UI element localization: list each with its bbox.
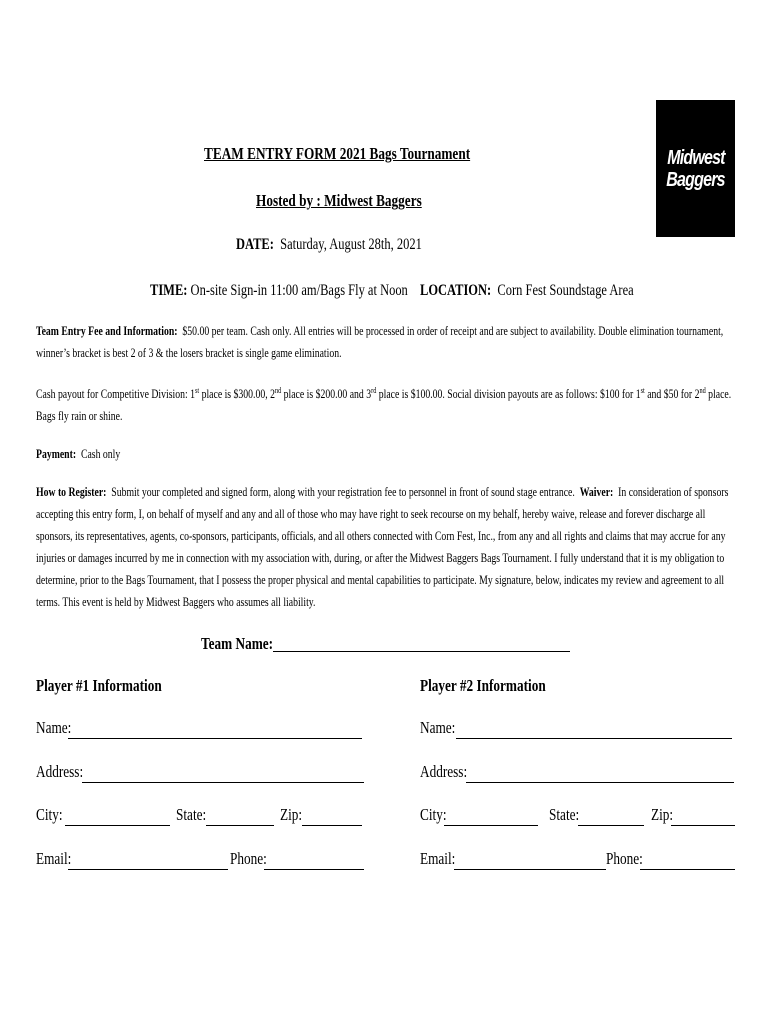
payout-text: and $50 for 2 <box>644 387 700 401</box>
time-line <box>150 282 408 300</box>
player2-address-label: Address: <box>420 762 468 781</box>
date-line <box>236 236 422 254</box>
player2-name-label: Name: <box>420 718 456 737</box>
player1-city-label: City: <box>36 805 63 824</box>
waiver-line: determine, prior to the Bags Tournament, that I possess the proper physical and mental capabilities to participate. My signature, below, indicates my review and agreement to all <box>36 573 725 587</box>
waiver-line: terms. This event is held by Midwest Baggers who assumes all liability. <box>36 595 316 609</box>
player2-phone-field[interactable] <box>640 869 735 870</box>
player2-zip-field[interactable] <box>671 825 735 826</box>
payment-line <box>36 443 738 465</box>
player1-name-label: Name: <box>36 718 72 737</box>
player2-address-field[interactable] <box>466 782 734 783</box>
time-value: On-site Sign-in 11:00 am/Bags Fly at Noon <box>190 282 408 299</box>
payment-label: Payment: <box>36 447 77 461</box>
payout-text: place. <box>705 387 732 401</box>
payout-text: place is $100.00. Social division payouts are as follows: $100 for 1 <box>376 387 641 401</box>
player2-state-field[interactable] <box>578 825 644 826</box>
player1-email-label: Email: <box>36 849 72 868</box>
player2-phone-label: Phone: <box>606 849 643 868</box>
location-label: LOCATION: <box>420 282 492 299</box>
player2-state-label: State: <box>549 805 580 824</box>
logo-line-2: Baggers <box>666 168 725 191</box>
waiver-line: accepting this entry form, I, on behalf of myself and any and all of those who may have right to seek recourse on my behalf, hereby waive, release and forever discharge all <box>36 507 706 521</box>
player2-zip-label: Zip: <box>651 805 674 824</box>
ordinal-suffix: nd <box>699 386 706 395</box>
player1-phone-field[interactable] <box>264 869 364 870</box>
waiver-label: Waiver: <box>579 485 614 499</box>
player2-heading: Player #2 Information <box>420 676 546 695</box>
player1-address-field[interactable] <box>82 782 364 783</box>
waiver-line: sponsors, its representatives, agents, co-sponsors, participants, officials, and all others connected with Corn Fest, Inc., from any and all rights and claims that may accrue for any <box>36 529 726 543</box>
player1-address-label: Address: <box>36 762 84 781</box>
player2-city-label: City: <box>420 805 447 824</box>
team-name-label: Team Name: <box>201 634 274 653</box>
rain-or-shine: Bags fly rain or shine. <box>36 409 123 423</box>
payment-value: Cash only <box>80 447 121 461</box>
logo <box>656 100 735 237</box>
location-value: Corn Fest Soundstage Area <box>497 282 634 299</box>
date-value: Saturday, August 28th, 2021 <box>280 236 422 253</box>
payout-text: Cash payout for Competitive Division: 1 <box>36 387 195 401</box>
fee-text-1: $50.00 per team. Cash only. All entries will be processed in order of receipt and are subject to availability. Double elimination tournament, <box>182 324 724 338</box>
player2-city-field[interactable] <box>444 825 538 826</box>
logo-line-1: Midwest <box>666 146 725 169</box>
player2-email-label: Email: <box>420 849 456 868</box>
player1-state-field[interactable] <box>206 825 274 826</box>
payout-text: place is $200.00 and 3 <box>281 387 372 401</box>
date-label: DATE: <box>236 236 274 253</box>
player1-name-field[interactable] <box>68 738 362 739</box>
player1-city-field[interactable] <box>65 825 170 826</box>
form-title: TEAM ENTRY FORM 2021 Bags Tournament <box>204 144 471 163</box>
player2-email-field[interactable] <box>454 869 606 870</box>
player1-heading: Player #1 Information <box>36 676 162 695</box>
payout-paragraph <box>36 383 738 427</box>
fee-label: Team Entry Fee and Information: <box>36 324 178 338</box>
player1-zip-field[interactable] <box>302 825 362 826</box>
location-line <box>420 282 634 300</box>
ordinal-suffix: nd <box>274 386 282 395</box>
hosted-by: Hosted by : Midwest Baggers <box>256 191 422 210</box>
team-name-field[interactable] <box>273 651 570 652</box>
time-label: TIME: <box>150 282 188 299</box>
ordinal-suffix: st <box>640 386 645 395</box>
ordinal-suffix: rd <box>371 386 377 395</box>
ordinal-suffix: st <box>194 386 200 395</box>
player2-name-field[interactable] <box>456 738 732 739</box>
register-label: How to Register: <box>36 485 107 499</box>
waiver-text: In consideration of sponsors <box>618 485 729 499</box>
fee-text-2: winner’s bracket is best 2 of 3 & the losers bracket is single game elimination. <box>36 346 342 360</box>
register-paragraph <box>36 481 738 613</box>
player1-email-field[interactable] <box>68 869 228 870</box>
player1-state-label: State: <box>176 805 207 824</box>
player1-zip-label: Zip: <box>280 805 303 824</box>
waiver-line: injuries or damages incurred by me in connection with my association with, during, or after the Midwest Baggers Bags Tournament. I fully understand that it is my obligation to <box>36 551 725 565</box>
player1-phone-label: Phone: <box>230 849 267 868</box>
register-text: Submit your completed and signed form, along with your registration fee to personnel in front of sound stage entrance. <box>111 485 575 499</box>
fee-paragraph <box>36 320 738 364</box>
payout-text: place is $300.00, 2 <box>199 387 275 401</box>
